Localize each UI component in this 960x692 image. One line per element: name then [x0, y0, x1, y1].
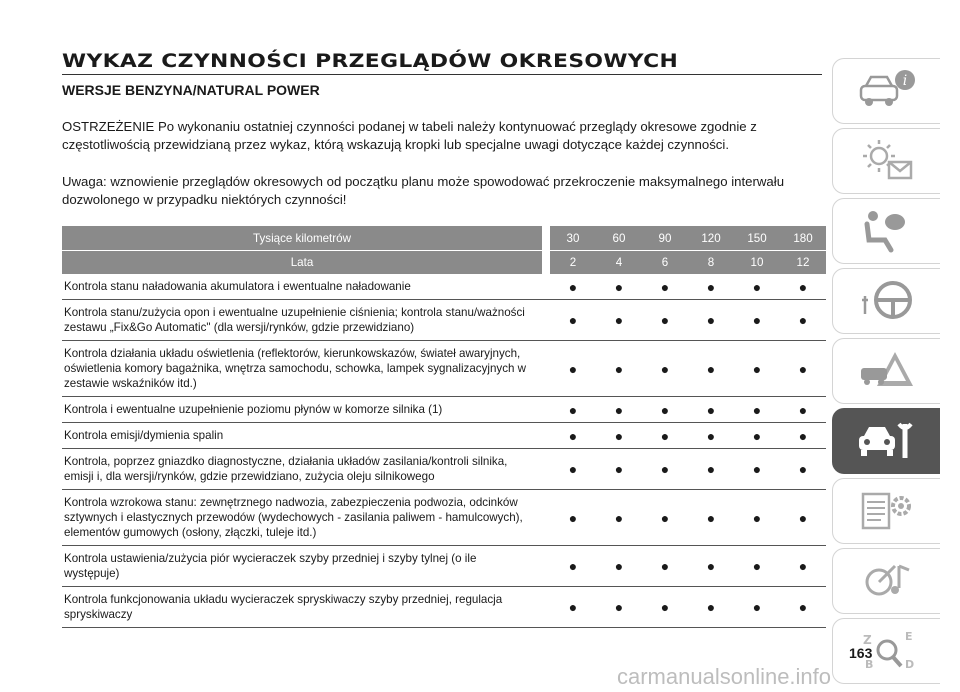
airbag-seat-icon [855, 206, 919, 256]
interval-dot: ● [706, 509, 716, 526]
interval-dot: ● [568, 312, 578, 328]
interval-dot: ● [752, 427, 762, 444]
years-header-cell: 8 [688, 251, 734, 275]
km-header-cell: 180 [780, 226, 826, 251]
interval-dot: ● [660, 599, 670, 615]
title-rule [62, 74, 822, 75]
years-header-cell: 4 [596, 251, 642, 275]
service-schedule-table [62, 226, 826, 628]
interval-dot: ● [614, 599, 624, 615]
interval-dot: ● [706, 461, 716, 477]
interval-dot: ● [568, 558, 578, 574]
interval-dot: ● [798, 599, 808, 615]
interval-dot: ● [798, 360, 808, 377]
km-header-cell: 60 [596, 226, 642, 251]
operation-cell: Kontrola stanu/zużycia opon i ewentualne uzupełnienie ciśnienia; kontrola stanu/ważności zestawu „Fix&Go Automatic" (dla wersji/rynków, gdzie przewidziano) [64, 306, 525, 334]
car-crash-triangle-icon [855, 346, 919, 396]
interval-dot: ● [798, 461, 808, 477]
interval-dot: ● [614, 461, 624, 477]
operation-cell: Kontrola funkcjonowania układu wycieraczek spryskiwaczy szyby przedniej, regulacja spryskiwaczy [64, 593, 503, 621]
years-header-label: Lata [62, 251, 542, 275]
table-row [62, 490, 826, 546]
specs-gear-icon [855, 486, 919, 536]
interval-dot: ● [706, 427, 716, 444]
interval-dot: ● [706, 599, 716, 615]
interval-dot: ● [614, 401, 624, 418]
interval-dot: ● [752, 312, 762, 328]
years-header-cell: 2 [550, 251, 596, 275]
tab-driving[interactable] [832, 268, 940, 334]
interval-dot: ● [706, 558, 716, 574]
years-header-cell: 10 [734, 251, 780, 275]
years-header-cell: 12 [780, 251, 826, 275]
operation-cell: Kontrola wzrokowa stanu: zewnętrznego nadwozia, zabezpieczenia podwozia, odcinków sztywnych i elastycznych przewodów (wydechowych - zasilania paliwem - hamulcowych), elementów gumowych (osłony, złączki, tuleje itd.) [64, 496, 523, 539]
km-header-cell: 150 [734, 226, 780, 251]
svg-text:B: B [864, 658, 873, 671]
svg-text:Z: Z [862, 633, 872, 647]
years-header-row [62, 251, 826, 275]
tab-warning-lights[interactable] [832, 128, 940, 194]
interval-dot: ● [568, 278, 578, 295]
interval-dot: ● [568, 427, 578, 444]
svg-text:D: D [904, 658, 914, 671]
interval-dot: ● [798, 427, 808, 444]
tab-specifications[interactable] [832, 478, 940, 544]
interval-dot: ● [706, 312, 716, 328]
operation-cell: Kontrola ustawienia/zużycia piór wycieraczek szyby przedniej i szyby tylnej (o ile występuje) [64, 552, 477, 580]
km-header-label: Tysiące kilometrów [62, 226, 542, 251]
interval-dot: ● [706, 360, 716, 377]
page-subtitle: WERSJE BENZYNA/NATURAL POWER [62, 82, 320, 98]
car-wrench-icon [855, 416, 919, 466]
interval-dot: ● [752, 401, 762, 418]
table-row [62, 341, 826, 397]
warning-light-icon [855, 136, 919, 186]
interval-dot: ● [660, 312, 670, 328]
interval-dot: ● [660, 427, 670, 444]
interval-dot: ● [614, 278, 624, 295]
interval-dot: ● [660, 401, 670, 418]
sidebar-tabs [832, 58, 940, 688]
interval-dot: ● [660, 509, 670, 526]
table-row [62, 397, 826, 423]
interval-dot: ● [798, 558, 808, 574]
interval-dot: ● [752, 461, 762, 477]
interval-dot: ● [752, 360, 762, 377]
interval-dot: ● [752, 599, 762, 615]
interval-dot: ● [660, 461, 670, 477]
operation-cell: Kontrola działania układu oświetlenia (reflektorów, kierunkowskazów, świateł awaryjnych, oświetlenia komory bagażnika, wnętrza samochodu, schowka, lampek sygnalizacyjnych w zestawie wskaźników itd.) [64, 347, 527, 390]
interval-dot: ● [752, 278, 762, 295]
interval-dot: ● [752, 558, 762, 574]
interval-dot: ● [568, 461, 578, 477]
table-row [62, 423, 826, 449]
steering-wheel-icon [855, 276, 919, 326]
table-row [62, 546, 826, 587]
interval-dot: ● [798, 401, 808, 418]
tab-car-info[interactable] [832, 58, 940, 124]
car-info-icon [855, 66, 919, 116]
interval-dot: ● [614, 509, 624, 526]
km-header-cell: 90 [642, 226, 688, 251]
operation-cell: Kontrola stanu naładowania akumulatora i ewentualne naładowanie [64, 280, 411, 293]
interval-dot: ● [614, 360, 624, 377]
svg-text:i: i [902, 73, 907, 89]
interval-dot: ● [614, 558, 624, 574]
interval-dot: ● [568, 360, 578, 377]
tab-safety[interactable] [832, 198, 940, 264]
watermark: carmanualsonline.info [617, 664, 832, 689]
svg-text:E: E [904, 630, 913, 643]
km-header-cell: 30 [550, 226, 596, 251]
note-paragraph: Uwaga: wznowienie przeglądów okresowych od początku planu może spowodować przekroczenie maksymalnego interwału dozwolonego w przypadku niektórych czynności! [62, 174, 785, 207]
interval-dot: ● [706, 401, 716, 418]
interval-dot: ● [568, 401, 578, 418]
operation-cell: Kontrola emisji/dymienia spalin [64, 429, 224, 442]
page-number: 163 [849, 645, 873, 661]
interval-dot: ● [798, 509, 808, 526]
table-row [62, 587, 826, 628]
km-header-row [62, 226, 826, 251]
warning-paragraph: OSTRZEŻENIE Po wykonaniu ostatniej czynności podanej w tabeli należy kontynuować przeglądy okresowe zgodnie z częstotliwością przewidzianą przez wykaz, którą wskazują kropki lub specjalne uwagi dotyczące każdej czynności. [62, 119, 757, 152]
tab-multimedia[interactable] [832, 548, 940, 614]
interval-dot: ● [706, 278, 716, 295]
tab-emergency[interactable] [832, 338, 940, 404]
interval-dot: ● [568, 599, 578, 615]
interval-dot: ● [660, 278, 670, 295]
operation-cell: Kontrola i ewentualne uzupełnienie poziomu płynów w komorze silnika (1) [64, 403, 443, 416]
media-music-icon [855, 556, 919, 606]
table-row [62, 449, 826, 490]
years-header-cell: 6 [642, 251, 688, 275]
interval-dot: ● [752, 509, 762, 526]
km-header-cell: 120 [688, 226, 734, 251]
operation-cell: Kontrola, poprzez gniazdko diagnostyczne, działania układów zasilania/kontroli silnika, emisji i, dla wersji/rynków, gdzie przewidziano, zużycia oleju silnikowego [64, 455, 508, 483]
table-row [62, 300, 826, 341]
interval-dot: ● [798, 312, 808, 328]
interval-dot: ● [798, 278, 808, 295]
interval-dot: ● [568, 509, 578, 526]
table-row [62, 274, 826, 300]
tab-maintenance[interactable] [832, 408, 940, 474]
interval-dot: ● [660, 360, 670, 377]
interval-dot: ● [614, 312, 624, 328]
interval-dot: ● [614, 427, 624, 444]
interval-dot: ● [660, 558, 670, 574]
page-title: WYKAZ CZYNNOŚCI PRZEGLĄDÓW OKRESOWYCH [62, 50, 679, 72]
